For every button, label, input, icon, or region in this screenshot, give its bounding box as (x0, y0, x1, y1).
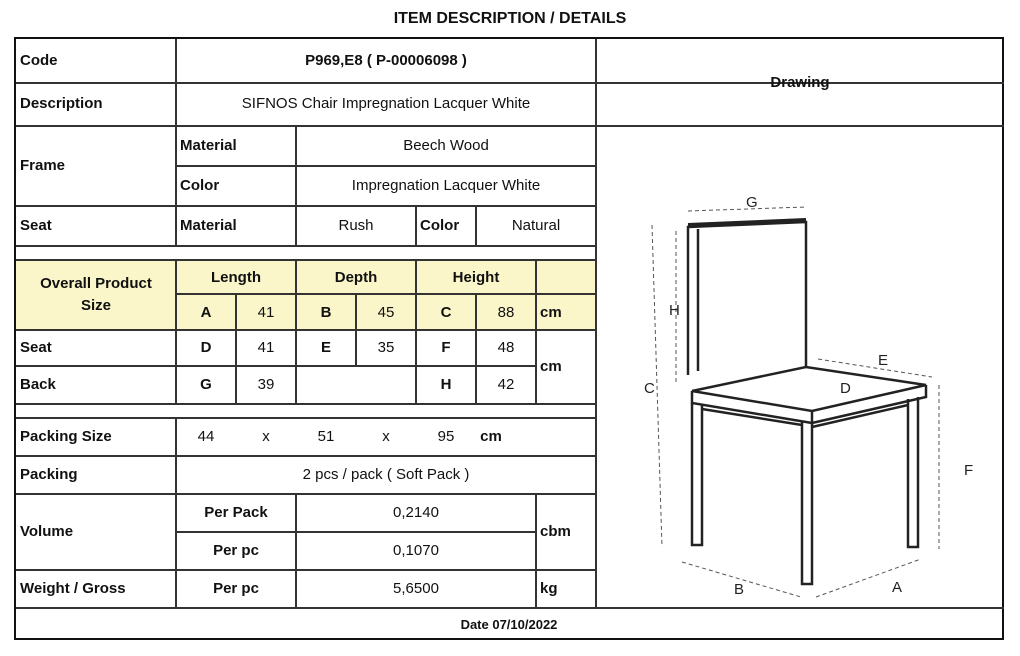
seat-dims-label: Seat (20, 338, 52, 356)
length-header: Length (211, 268, 261, 286)
diagram-label-h: H (669, 302, 680, 319)
frame-material-label: Material (180, 136, 237, 154)
volume-unit: cbm (540, 522, 571, 540)
diagram-label-a: A (892, 579, 903, 596)
overall-size-label (16, 261, 176, 329)
description-label: Description (20, 95, 103, 112)
seat-material-value: Rush (338, 216, 374, 234)
packing-value: 2 pcs / pack ( Soft Pack ) (302, 465, 470, 483)
drawing-label: Drawing (770, 73, 830, 91)
code-label: Code (20, 52, 58, 69)
packing-x1: x (262, 427, 270, 445)
overall-unit: cm (540, 303, 562, 321)
packing-length: 44 (197, 427, 215, 445)
diagram-label-g: G (746, 194, 758, 211)
dim-c-value: 88 (497, 303, 515, 321)
seat-material-label: Material (180, 216, 237, 234)
dim-g-label: G (200, 375, 212, 393)
date-footer: Date 07/10/2022 (460, 617, 558, 632)
back-dims-label: Back (20, 375, 56, 393)
seat-back-unit: cm (540, 357, 562, 375)
volume-label: Volume (20, 522, 74, 540)
packing-label: Packing (20, 465, 78, 483)
dim-h-label: H (440, 375, 452, 393)
packing-height: 95 (437, 427, 455, 445)
dim-a-value: 41 (257, 303, 275, 321)
code-value: P969,E8 ( P-00006098 ) (305, 52, 467, 69)
dim-g-value: 39 (257, 375, 275, 393)
dim-f-value: 48 (497, 338, 515, 356)
diagram-label-f: F (964, 462, 974, 479)
dim-h-value: 42 (497, 375, 515, 393)
depth-header: Depth (334, 268, 378, 286)
diagram-label-c: C (644, 380, 655, 397)
dim-b-value: 45 (377, 303, 395, 321)
description-value: SIFNOS Chair Impregnation Lacquer White (241, 95, 531, 112)
packing-unit: cm (480, 427, 502, 445)
chair-drawing (596, 127, 1002, 605)
dim-b-label: B (320, 303, 332, 321)
packing-size-label: Packing Size (20, 427, 112, 445)
spec-sheet (14, 37, 1004, 640)
volume-per-pack-value: 0,2140 (393, 503, 439, 521)
frame-material-value: Beech Wood (403, 136, 489, 154)
diagram-label-d: D (840, 380, 851, 397)
packing-x2: x (382, 427, 390, 445)
seat-color-value: Natural (511, 216, 561, 234)
weight-value: 5,6500 (393, 579, 439, 597)
volume-per-pc-value: 0,1070 (393, 541, 439, 559)
dim-c-label: C (440, 303, 452, 321)
dim-e-value: 35 (377, 338, 395, 356)
volume-per-pc-label: Per pc (213, 541, 259, 559)
frame-label: Frame (20, 156, 66, 174)
height-header: Height (452, 268, 500, 286)
seat-color-label: Color (420, 216, 460, 234)
frame-color-value: Impregnation Lacquer White (351, 176, 541, 194)
weight-unit: kg (540, 579, 558, 597)
overall-size-label-text: Overall Product Size (40, 275, 152, 314)
dim-a-label: A (200, 303, 212, 321)
packing-width: 51 (317, 427, 335, 445)
diagram-label-b: B (734, 581, 745, 598)
dim-d-label: D (200, 338, 212, 356)
volume-per-pack-label: Per Pack (204, 503, 268, 521)
weight-label: Weight / Gross (20, 579, 126, 597)
dim-d-value: 41 (257, 338, 275, 356)
page-title: ITEM DESCRIPTION / DETAILS (393, 10, 627, 27)
dim-f-label: F (441, 338, 451, 356)
weight-per-pc-label: Per pc (213, 579, 259, 597)
dim-e-label: E (320, 338, 331, 356)
diagram-label-e: E (878, 352, 889, 369)
seat-label: Seat (20, 216, 52, 234)
frame-color-label: Color (180, 176, 220, 194)
